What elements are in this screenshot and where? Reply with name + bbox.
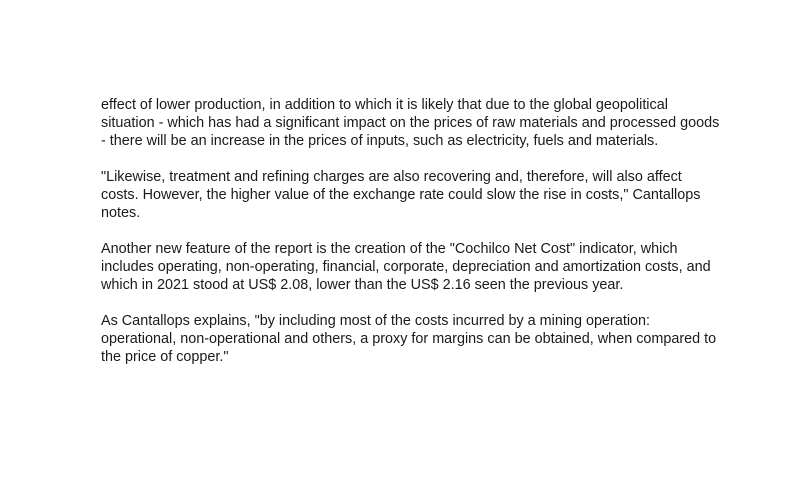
paragraph-1: effect of lower production, in addition to which it is likely that due to the global geopolitical situation - which has had a significant impact on the prices of raw materials and processed goods - there will be an increase in the prices of inputs, such as electricity, fuels and materials. xyxy=(101,97,720,149)
paragraph-3: Another new feature of the report is the creation of the "Cochilco Net Cost" indicator, which includes operating, non-operating, financial, corporate, depreciation and amortization costs, and which in 2021 stood at US$ 2.08, lower than the US$ 2.16 seen the previous year. xyxy=(101,241,711,293)
paragraph-4: As Cantallops explains, "by including most of the costs incurred by a mining operation: operational, non-operational and others, a proxy for margins can be obtained, when compared to the price of copper." xyxy=(101,313,717,365)
paragraph-2: "Likewise, treatment and refining charges are also recovering and, therefore, will also affect costs. However, the higher value of the exchange rate could slow the rise in costs," Cantallops notes. xyxy=(101,169,701,221)
document-body xyxy=(101,96,721,384)
